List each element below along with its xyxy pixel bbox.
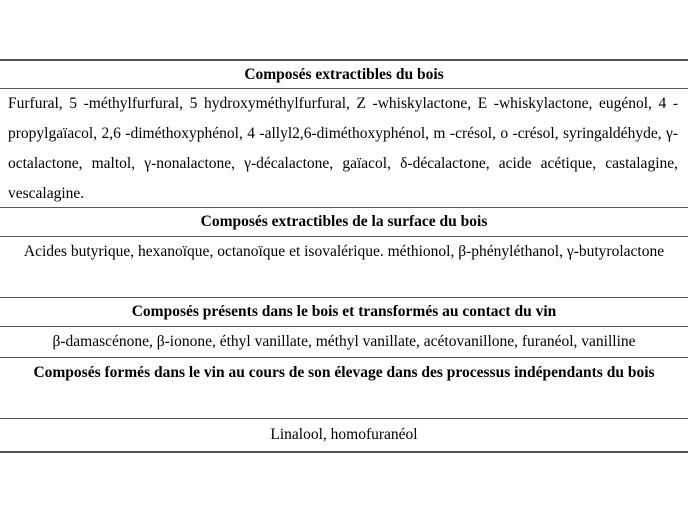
- section-header-surface-extractables: Composés extractibles de la surface du bois: [0, 208, 688, 237]
- section-header-extractables: Composés extractibles du bois: [0, 61, 688, 89]
- section-header-aging-compounds: Composés formés dans le vin au cours de son élevage dans des processus indépendants du bois: [0, 358, 688, 419]
- section-body-extractables: Furfural, 5 -méthylfurfural, 5 hydroxyméthylfurfural, Z -whiskylactone, E -whiskylactone, eugénol, 4 -propylgaïacol, 2,6 -diméthoxyphénol, 4 -allyl2,6-diméthoxyphénol, m -crésol, o -crésol, syringaldéhyde, γ-octalactone, maltol, γ-nonalactone, γ-décalactone, gaïacol, δ-décalactone, acide acétique, castalagine, vescalagine.: [0, 89, 688, 208]
- section-header-transformed-compounds: Composés présents dans le bois et transformés au contact du vin: [0, 298, 688, 327]
- section-body-aging-compounds: Linalool, homofuranéol: [270, 426, 418, 443]
- section-body-transformed-compounds: β-damascénone, β-ionone, éthyl vanillate, méthyl vanillate, acétovanillone, furanéol, vanilline: [0, 327, 688, 358]
- compounds-table: [0, 59, 688, 453]
- section-body-surface-extractables: Acides butyrique, hexanoïque, octanoïque et isovalérique. méthionol, β-phényléthanol, γ-butyrolactone: [0, 237, 688, 298]
